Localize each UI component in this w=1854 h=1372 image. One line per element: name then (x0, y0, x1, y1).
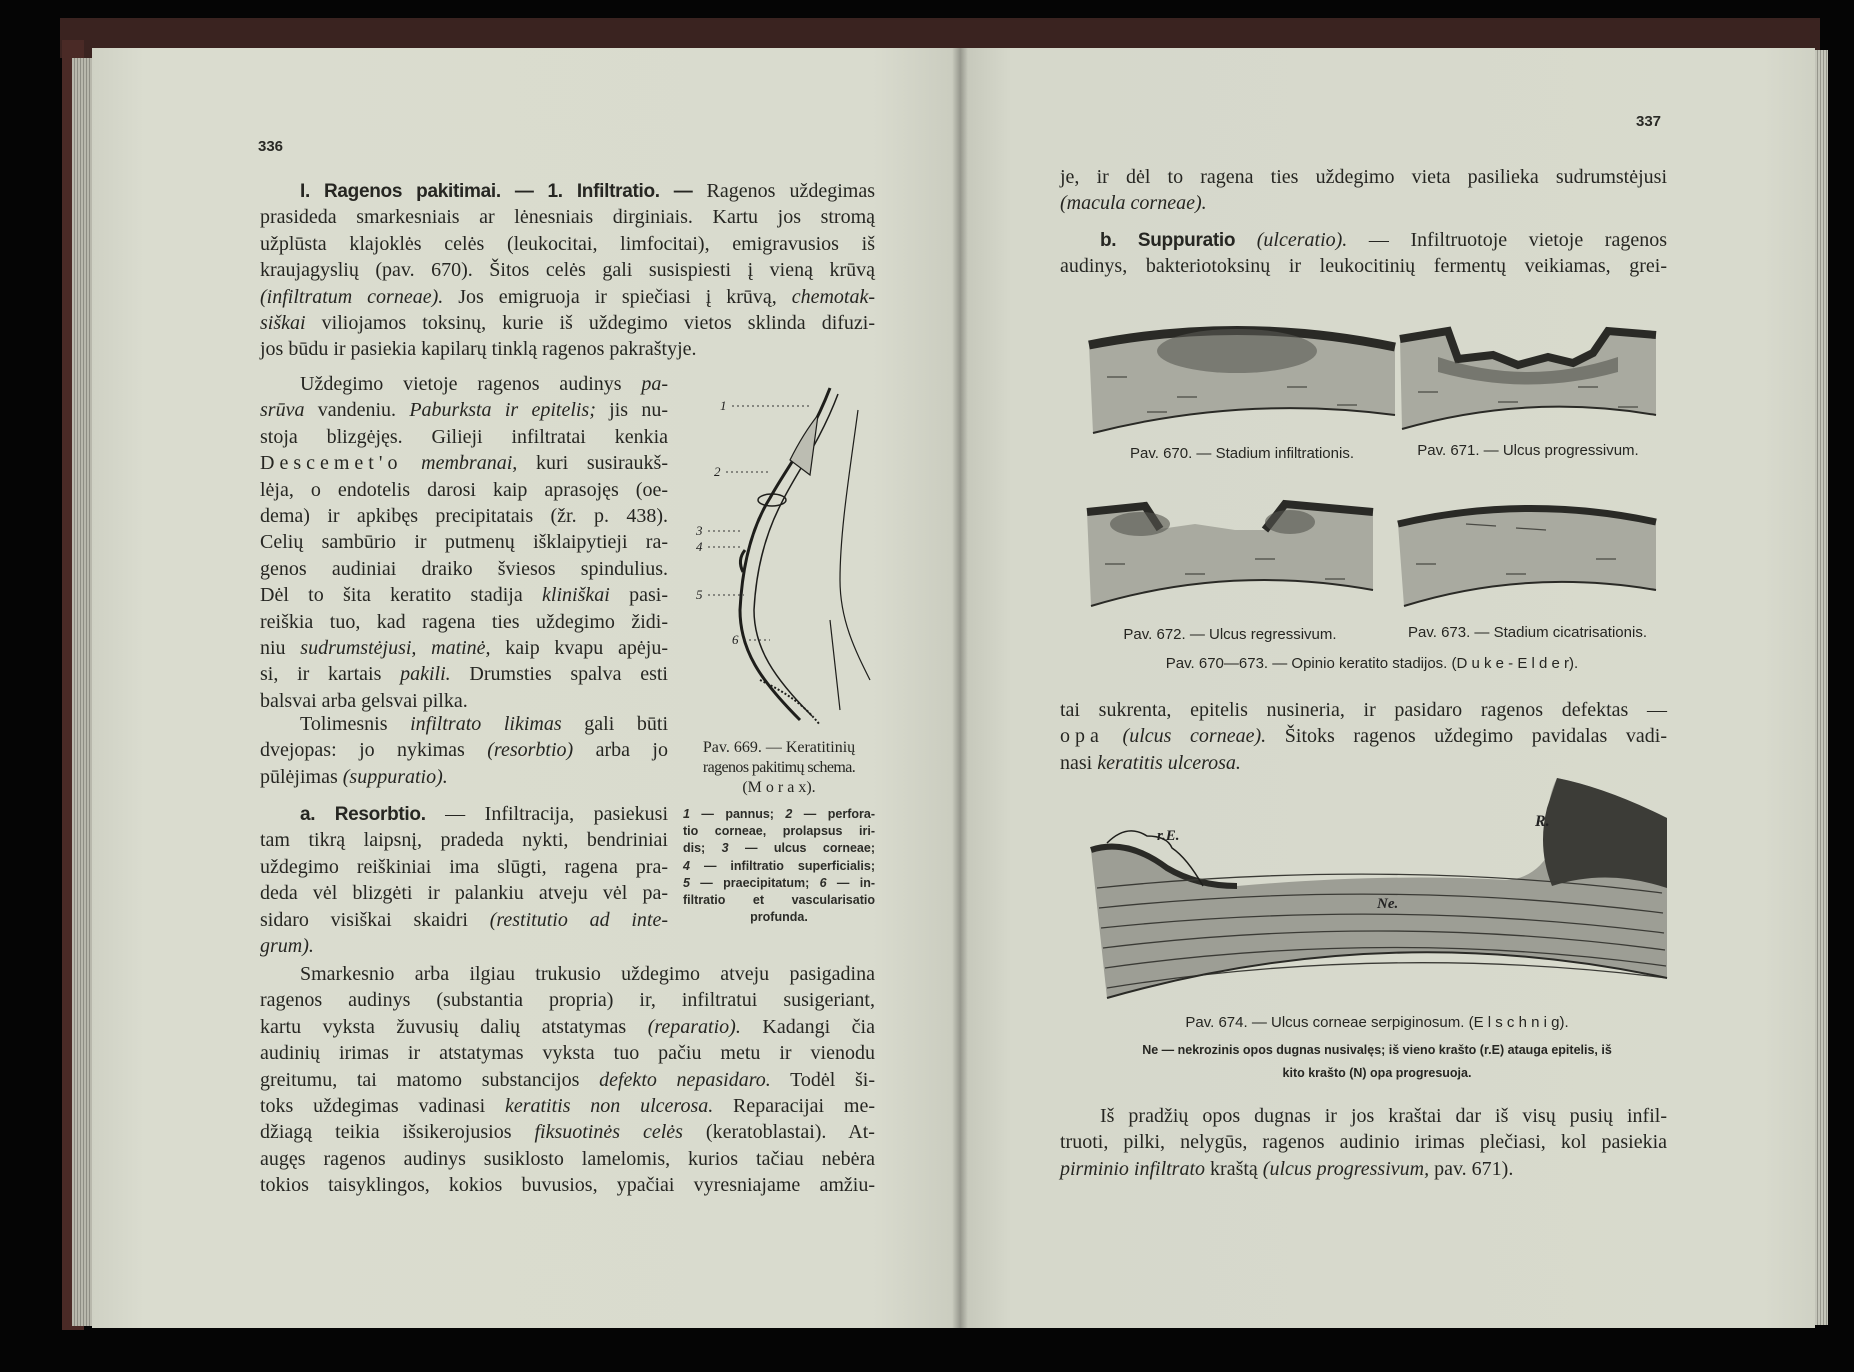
text-segment: tai sukrenta, epitelis nusineria, ir pasidaro ragenos defektas — (1060, 699, 1667, 721)
text-segment: Jos emigruoja ir spiečiasi į krūvą, (443, 285, 792, 308)
text-segment: stoja blizgėjęs. Gilieji infiltratai kenkia (260, 425, 668, 448)
italic-text: 3 (721, 841, 729, 856)
text-segment: dema) ir apkibęs precipitatais (žr. p. 438). (260, 504, 668, 527)
text-line (260, 556, 668, 582)
text-segment: arba jo (573, 739, 668, 762)
text-line (683, 823, 875, 840)
text-line (260, 336, 875, 362)
text-line (260, 854, 668, 880)
italic-text: srūva (260, 399, 305, 422)
italic-text: 4 (683, 858, 690, 873)
fig674-label-ne: Ne. (1377, 896, 1399, 912)
paragraph-suppuratio (1060, 227, 1667, 280)
text-line (260, 1014, 875, 1040)
text-segment: truoti, pilki, nelygūs, ragenos audinio irimas plečiasi, kol pasiekia (1060, 1131, 1667, 1154)
text-segment (402, 452, 421, 474)
text-segment: prasideda smarkesniais ar lėnesniais dirginiais. Kartu jos stromą (260, 206, 875, 229)
text-line (1060, 1156, 1667, 1182)
text-segment: — Infiltracija, pasiekusi (425, 803, 669, 825)
text-line (260, 635, 668, 661)
italic-text: 2 (785, 807, 793, 821)
text-segment: Drumsties spalva esti (450, 663, 668, 686)
page-stack-left (72, 58, 94, 1326)
figure-669-cornea-schema (690, 380, 875, 730)
text-segment: Celių sambūrio ir putmenų išklaipytieji ra- (260, 531, 668, 554)
text-segment: niu (260, 636, 301, 659)
text-segment: audinių irimas ir atstatymas vyksta tuo pačiu metu ir vienodu (260, 1042, 875, 1065)
italic-text: 5 (683, 875, 690, 890)
text-segment: Reparacijai me- (713, 1094, 875, 1117)
figure-671-ulcus-progressivum (1398, 317, 1658, 435)
fig669-label-1: 1 (720, 398, 727, 413)
page-number-left: 336 (258, 138, 284, 155)
italic-text: kliniškai (542, 584, 610, 607)
text-segment: dvejopas: jo nykimas (260, 739, 488, 762)
text-line (1060, 1103, 1667, 1129)
text-segment: viliojamos toksinų, kurie iš uždegimo vietos sklinda difuzi- (305, 311, 875, 334)
bold-heading-text: a. Resorbtio. (300, 804, 426, 825)
text-segment: (keratoblastai). At- (682, 1121, 875, 1144)
text-line (260, 961, 875, 987)
figure-669-caption (683, 738, 875, 798)
text-line (260, 1040, 875, 1066)
text-segment: pav. 671). (1429, 1157, 1514, 1180)
figure-673-stadium-cicatrisationis (1396, 494, 1658, 612)
text-line (1060, 190, 1667, 216)
text-line (1060, 253, 1667, 279)
figure-672-ulcus-regressivum (1085, 494, 1375, 612)
fig674-label-re: r.E. (1157, 828, 1180, 844)
fig674-label-r: R. (1535, 813, 1550, 830)
fig669-label-4: 4 (696, 539, 703, 554)
paragraph-smarkesnio (260, 961, 875, 1199)
text-segment: kuri susiraukš- (517, 452, 668, 475)
text-segment (1235, 229, 1257, 251)
text-line (260, 609, 668, 635)
text-line (260, 711, 668, 737)
text-line (1060, 1129, 1667, 1155)
text-segment: augęs ragenos audinys susiklosto lamelomis, kurios tačiau nebėra (260, 1147, 875, 1170)
italic-text: chemotak- (791, 285, 875, 308)
text-line (260, 178, 875, 204)
fig669-label-5: 5 (696, 587, 703, 602)
italic-text: fiksuotinės celės (534, 1121, 683, 1144)
figure-670-stadium-infiltrationis (1087, 317, 1397, 435)
caption-line: (M o r a x). (742, 779, 816, 796)
italic-text: (macula corneae). (1060, 192, 1207, 215)
text-line (260, 1093, 875, 1119)
text-segment: kaip kvapu apėju- (490, 636, 668, 659)
text-line (260, 450, 668, 476)
italic-text: 1 (683, 807, 690, 821)
page-number-right: 337 (1636, 113, 1662, 130)
text-line (260, 231, 875, 257)
figure-674-ulcus-corneae-serpiginosum (1087, 768, 1669, 1008)
text-segment: kraujagyslių (pav. 670). Šitos celės gali susispiesti į vieną krūvą (260, 259, 875, 282)
text-line (683, 892, 875, 909)
text-line (260, 801, 668, 827)
text-segment: tokios taisyklingos, kokios buvusios, ypačiai vyresniajame amžiu- (260, 1174, 875, 1197)
text-segment: jos būdu ir pasiekia kapilarų tinklą ragenos pakraštyje. (260, 338, 697, 361)
text-segment: — in- (826, 875, 876, 890)
text-line (260, 1067, 875, 1093)
paragraph-infiltratio (260, 178, 875, 363)
italic-text: (ulcus progressivum, (1262, 1157, 1430, 1180)
figure-670-caption: Pav. 670. — Stadium infiltrationis. (1130, 445, 1354, 462)
figure-672-caption: Pav. 672. — Ulcus regressivum. (1123, 626, 1337, 643)
paragraph-je-ir-del-to (1060, 164, 1667, 217)
text-line (260, 371, 668, 397)
text-line (260, 257, 875, 283)
text-segment: — pannus; (689, 807, 786, 821)
text-segment: gali būti (561, 713, 669, 735)
text-segment: užplūsta klajoklės celės (leukocitai, limfocitai), emigravusios iš (260, 232, 875, 255)
text-line (260, 661, 668, 687)
text-segment: reiškia tuo, kad ragena ties uždegimo židi- (260, 610, 668, 633)
text-segment: — perfora- (792, 807, 875, 821)
text-segment: tam tikrą laipsnį, pradeda nykti, bendriniai (260, 829, 668, 852)
text-line (260, 827, 668, 853)
figures-670-673-group-caption: Pav. 670—673. — Opinio keratito stadijos. (D u k e - E l d e r). (1165, 655, 1579, 672)
text-segment: toks uždegimas vadinasi (260, 1094, 505, 1117)
text-line (683, 875, 875, 892)
text-segment: Todėl ši- (770, 1068, 875, 1091)
text-segment: kartu vyksta žuvusių dalių atstatymas (260, 1015, 648, 1038)
italic-text: siškai (260, 311, 306, 334)
figure-671-caption: Pav. 671. — Ulcus progressivum. (1417, 442, 1639, 459)
text-segment: genos audiniai draiko šviesos spindulius. (260, 557, 668, 580)
italic-text: keratitis ulcerosa. (1097, 751, 1241, 774)
text-line (260, 737, 668, 763)
italic-text: pa- (641, 373, 668, 395)
text-segment: deda vėl blizgėti ir palankiu atveju vėl pa- (260, 882, 668, 905)
text-segment: filtratio et vascularisatio (683, 892, 875, 907)
text-line (260, 397, 668, 423)
paragraph-uzdegimo-vietoje (260, 371, 668, 714)
text-segment: uždegimo reiškiniai ima slūgti, ragena pra- (260, 855, 668, 878)
italic-text: (ulceratio). (1256, 229, 1348, 251)
note-line: kito krašto (N) opa progresuoja. (1282, 1066, 1472, 1080)
text-line (1060, 227, 1667, 253)
text-segment: profunda. (750, 910, 808, 925)
text-segment: kraštą (1205, 1157, 1263, 1180)
text-segment (1104, 725, 1123, 747)
text-segment: opa (1060, 725, 1104, 748)
text-segment: ragenos audinys (substantia propria) ir, infiltratui susigeriant, (260, 989, 875, 1012)
text-segment: — praecipitatum; (689, 875, 820, 890)
italic-text: infiltrato likimas (410, 713, 562, 735)
fig669-label-2: 2 (714, 464, 721, 479)
text-segment: Tolimesnis (300, 713, 411, 735)
text-segment: audinys, bakteriotoksinų ir leukocitinių fermentų veikiamas, grei- (1060, 255, 1667, 278)
bold-heading-text: b. Suppuratio (1100, 230, 1236, 251)
italic-text: membranai, (421, 452, 518, 475)
text-segment: Iš pradžių opos dugnas ir jos kraštai dar iš visų pusių infil- (1100, 1105, 1667, 1127)
text-line (260, 477, 668, 503)
caption-line: ragenos pakitimų schema. (702, 759, 856, 776)
text-segment: jis nu- (595, 399, 668, 422)
text-segment: — infiltratio superficialis; (689, 858, 875, 873)
figure-669-legend (683, 806, 875, 926)
paragraph-is-pradziu (1060, 1103, 1667, 1182)
italic-text: (infiltratum corneae). (260, 285, 444, 308)
note-line: Ne — nekrozinis opos dugnas nusivalęs; iš vieno krašto (r.E) atauga epitelis, iš (1142, 1043, 1612, 1057)
text-line (683, 840, 875, 857)
figure-674-note (1087, 1039, 1667, 1085)
text-line (260, 582, 668, 608)
text-segment: — ulcus corneae; (728, 841, 875, 856)
italic-text: keratitis non ulcerosa. (504, 1094, 714, 1117)
text-segment: Šitoks ragenos uždegimo pavidalas vadi- (1266, 725, 1667, 748)
figure-673-caption: Pav. 673. — Stadium cicatrisationis. (1408, 624, 1647, 641)
italic-text: Paburksta ir epitelis; (409, 399, 596, 422)
text-segment: džiagą teikia išsikerojusios (260, 1121, 535, 1144)
text-segment: sidaro visiškai skaidri (260, 908, 490, 931)
text-segment: si, ir kartais (260, 663, 401, 686)
text-line (260, 1146, 875, 1172)
bold-heading-text: I. Ragenos pakitimai. — 1. Infiltratio. — (300, 181, 693, 202)
fig669-label-3: 3 (696, 523, 703, 538)
italic-text: grum). (260, 934, 314, 957)
italic-text: pakili. (400, 663, 451, 686)
text-line (1060, 164, 1667, 190)
italic-text: pirminio infiltrato (1060, 1157, 1206, 1180)
text-line (260, 204, 875, 230)
text-segment: balsvai arba gelsvai pilka. (260, 689, 468, 712)
text-line (260, 503, 668, 529)
italic-text: defekto nepasidaro. (599, 1068, 771, 1091)
text-segment: dis; (683, 841, 722, 856)
text-line (260, 1119, 875, 1145)
text-line (683, 909, 875, 926)
text-segment: Dėl to šita keratito stadija (260, 584, 543, 607)
fig669-label-6: 6 (732, 632, 739, 647)
italic-text: (ulcus corneae). (1122, 725, 1267, 748)
text-segment: Descemet'o (260, 452, 403, 475)
text-line (260, 907, 668, 933)
text-line (260, 424, 668, 450)
book-gutter (952, 48, 968, 1328)
text-line (683, 858, 875, 875)
text-line (1060, 697, 1667, 723)
text-line (260, 529, 668, 555)
italic-text: (resorbtio) (487, 739, 574, 762)
paragraph-tai-sukrenta (1060, 697, 1667, 776)
italic-text: (reparatio). (647, 1015, 741, 1038)
text-line (260, 310, 875, 336)
text-segment: pūlėjimas (260, 765, 343, 788)
text-segment: — Infiltruotoje vietoje ragenos (1347, 229, 1667, 251)
text-line (260, 987, 875, 1013)
text-segment: Ragenos uždegimas (692, 180, 875, 202)
text-segment: Kadangi čia (740, 1015, 875, 1038)
text-segment: tio corneae, prolapsus iri- (683, 824, 875, 839)
italic-text: (suppuratio). (342, 765, 448, 788)
text-line (683, 806, 875, 823)
text-line (260, 764, 668, 790)
text-segment: Uždegimo vietoje ragenos audinys (300, 373, 642, 395)
text-segment: pasi- (609, 584, 668, 607)
text-segment: vandeniu. (304, 399, 410, 422)
text-segment: nasi (1060, 751, 1098, 774)
text-line (1060, 723, 1667, 749)
text-line (260, 933, 668, 959)
text-segment: greitumu, tai matomo substancijos (260, 1068, 600, 1091)
figure-674-caption: Pav. 674. — Ulcus corneae serpiginosum. (E l s c h n i g). (1185, 1014, 1569, 1031)
text-line (260, 880, 668, 906)
italic-text: (restitutio ad inte- (489, 908, 668, 931)
text-segment: je, ir dėl to ragena ties uždegimo vieta pasilieka sudrumstėjusi (1060, 166, 1667, 188)
caption-line: Pav. 669. — Keratitinių (702, 739, 856, 756)
text-line (260, 284, 875, 310)
italic-text: sudrumstėjusi, matinė, (300, 636, 491, 659)
text-segment: lėja, o endotelis darosi kaip aprasojęs (oe- (260, 478, 668, 501)
paragraph-tolimesnis (260, 711, 668, 790)
paragraph-resorbtio (260, 801, 668, 959)
italic-text: 6 (819, 875, 827, 890)
text-line (260, 1172, 875, 1198)
text-segment: Smarkesnio arba ilgiau trukusio uždegimo atveju pasigadina (300, 963, 875, 985)
